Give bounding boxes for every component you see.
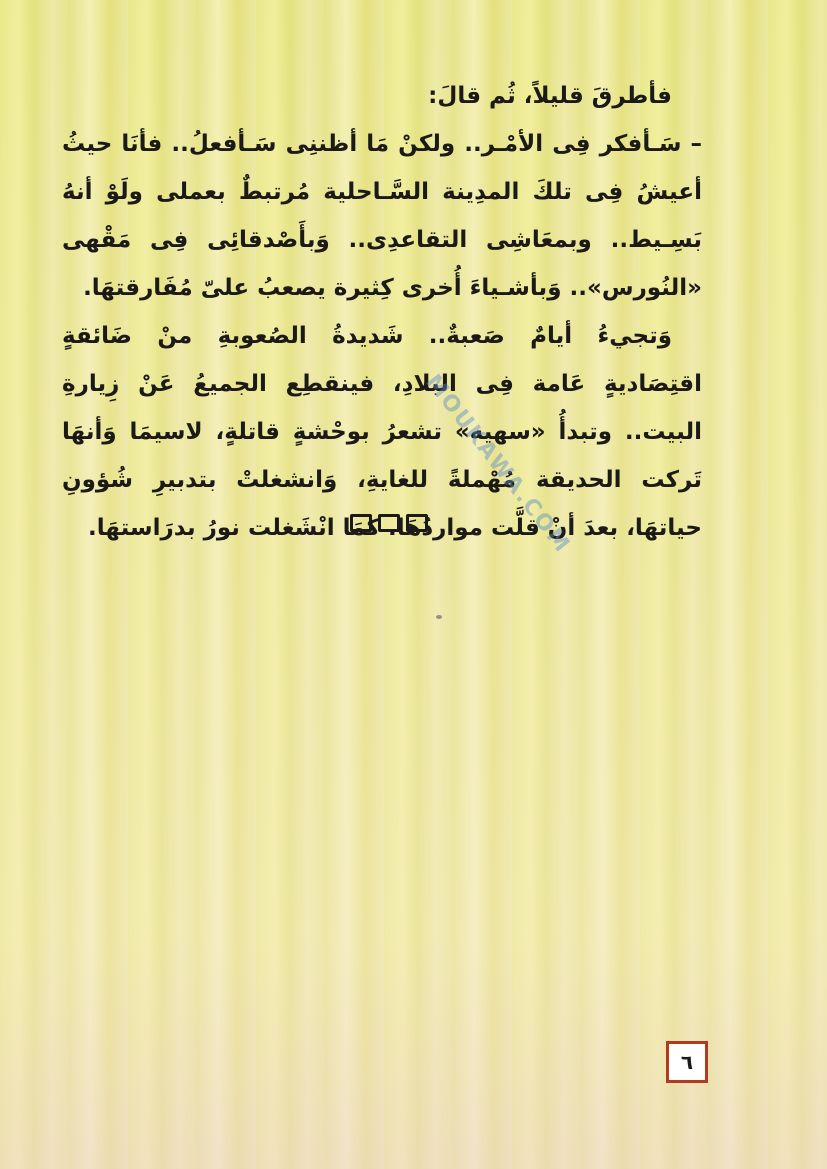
square-icon bbox=[378, 514, 400, 532]
paragraph-intro: فأطرقَ قليلاً، ثُم قالَ: bbox=[428, 83, 672, 109]
body-text bbox=[62, 72, 702, 552]
square-icon bbox=[406, 514, 428, 532]
square-icon bbox=[350, 514, 372, 532]
paragraph-hard-days: وَتجيءُ أيامٌ صَعبةٌ.. شَديدةُ الصُعوبةِ منْ ضَائقةٍ اقتِصَاديةٍ عَامة فِى البلادِ، فينقطِع الجميعُ عَنْ زِيارةِ البيت.. وتبدأُ «سهيه» تشعرُ بوحْشةٍ قاتلةٍ، لاسيمَا وَأنهَا تَركت الحديقة مُهْملةً للغايةِ، وَانشغلتْ بتدبيرِ شُؤونِ حياتهَا، بعدَ أنْ قلَّت مواردُهَا. كمَا انْشَغلت نورُ بدرَاستهَا. bbox=[62, 323, 702, 541]
paragraph-dialogue: – سَـأفكر فِى الأمْـر.. ولكنْ مَا أظننِى سَـأفعلُ.. فأنَا حيثُ أعيشُ فِى تلكَ المدِينة السَّـاحلية مُرتبطٌ بعملى ولَوْ أنهُ بَسِـيط.. وبمعَاشِى التقاعدِى.. وَبأَصْدقائِى فِى مَقْهى «النُورس».. وَبأشـياءَ أُخرى كِثيرة يصعبُ علىّ مُفَارقتهَا. bbox=[62, 131, 702, 301]
paper-speck bbox=[436, 615, 442, 619]
watermark: MOUKAWA.COM bbox=[420, 370, 576, 559]
page-number: ٦ bbox=[666, 1041, 708, 1083]
three-squares-ornament-icon bbox=[350, 514, 428, 532]
